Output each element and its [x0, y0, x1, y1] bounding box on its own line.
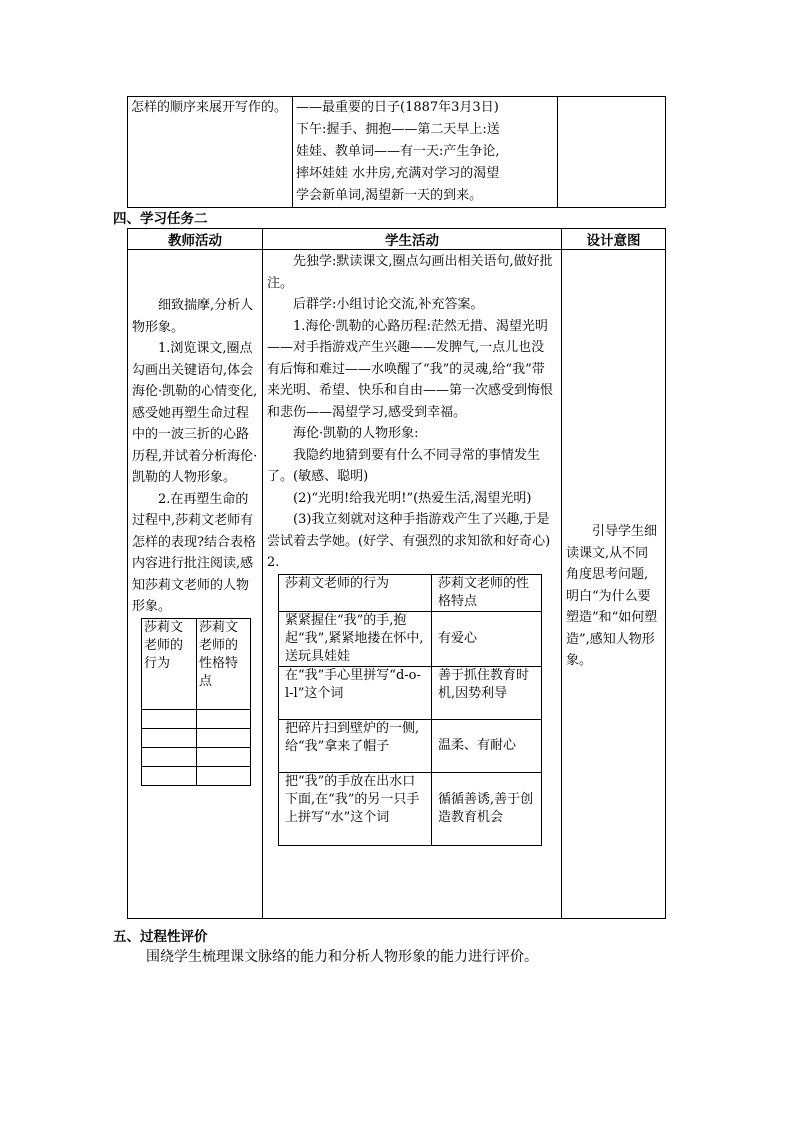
teacher-table-header: 莎莉文老师的性格特点: [197, 618, 251, 709]
blank-cell: [197, 747, 251, 766]
student-para: 先独学:默读课文,圈点勾画出相关语句,做好批注。: [267, 254, 553, 291]
blank-cell: [142, 766, 197, 785]
traits-header-behavior: 莎莉文老师的行为: [279, 574, 432, 611]
traits-row-character: 循循善诱,善于创造教育机会: [432, 772, 542, 845]
student-activity-cell: [263, 250, 562, 919]
design-intent-cell: [562, 250, 666, 919]
traits-row-character: 有爱心: [432, 611, 542, 666]
student-item-2: 2.: [267, 555, 280, 570]
student-para: (2)“光明!给我光明!”(热爱生活,渴望光明): [293, 490, 532, 506]
evaluation-text: 围绕学生梳理课文脉络的能力和分析人物形象的能力进行评价。: [146, 949, 538, 965]
top-table-col3: [558, 97, 666, 208]
traits-header-character: 莎莉文老师的性格特点: [432, 574, 542, 611]
blank-cell: [197, 728, 251, 747]
blank-cell: [197, 766, 251, 785]
blank-cell: [142, 747, 197, 766]
student-para: 1.海伦·凯勒的心路历程:茫然无措、渴望光明——对手指游戏产生兴趣——发脾气,一点儿也没有后悔和难过——水唤醒了“我”的灵魂,给“我”带来光明、希望、快乐和自由——第一次感受到悔恨和悲伤——渴望学习,感受到幸福。: [267, 318, 554, 420]
teacher-para: 1.浏览课文,圈点勾画出关键语句,体会海伦·凯勒的心情变化,感受她再塑生命过程中的一波三折的心路历程,并试着分析海伦·凯勒的人物形象。: [132, 341, 258, 485]
top-col2-line: 娃娃、教单词——有一天:产生争论,: [296, 144, 500, 159]
top-table: [127, 96, 666, 208]
student-para: (3)我立刻就对这种手指游戏产生了兴趣,于是尝试着去学她。(好学、有强烈的求知欲和好奇心): [267, 512, 551, 549]
top-table-col1: [128, 97, 293, 208]
traits-row-behavior: 紧紧握住“我”的手,抱起“我”,紧紧地搂在怀中,送玩具娃娃: [279, 611, 432, 666]
student-para: 我隐约地猜到要有什么不同寻常的事情发生了。(敏感、聪明): [267, 447, 541, 484]
top-col1-text: 怎样的顺序来展开写作的。: [131, 100, 288, 115]
student-para: 后群学:小组讨论交流,补充答案。: [293, 297, 484, 312]
teacher-blank-table: [141, 618, 251, 786]
section-5-title: 五、过程性评价: [113, 929, 208, 945]
teacher-para: 2.在再塑生命的过程中,莎莉文老师有怎样的表现?结合表格内容进行批注阅读,感知莎莉文老师的人物形象。: [132, 491, 256, 614]
traits-row-behavior: 把“我”的手放在出水口下面,在“我”的另一只手上拼写“水”这个词: [279, 772, 432, 845]
teacher-traits-table: [278, 574, 542, 846]
top-col2-line: ——最重要的日子(1887年3月3日): [296, 100, 499, 115]
blank-cell: [142, 709, 197, 728]
top-col2-line: 摔坏娃娃 水井房,充满对学习的渴望: [296, 166, 500, 181]
header-intent: 设计意图: [562, 229, 666, 250]
top-col2-line: 下午:握手、拥抱——第二天早上:送: [296, 122, 500, 137]
section-4-title: 四、学习任务二: [113, 211, 208, 227]
student-para: 海伦·凯勒的人物形象:: [293, 426, 419, 441]
design-intent-text: 引导学生细读课文,从不同角度思考问题,明白“为什么要塑造”和“如何塑造”,感知人物形象。: [566, 524, 658, 668]
teacher-table-header: 莎莉文老师的行为: [142, 618, 197, 709]
top-table-col2: [293, 97, 558, 208]
top-col2-line: 学会新单词,渴望新一天的到来。: [296, 188, 483, 203]
traits-row-behavior: 把碎片扫到壁炉的一侧,给“我”拿来了帽子: [279, 719, 432, 772]
teacher-para: 细致揣摩,分析人物形象。: [132, 298, 254, 335]
blank-cell: [197, 709, 251, 728]
header-student: 学生活动: [263, 229, 562, 250]
traits-row-character: 善于抓住教育时机,因势利导: [432, 666, 542, 719]
task2-table: [127, 228, 666, 919]
traits-row-behavior: 在“我”手心里拼写“d-o-l-l”这个词: [279, 666, 432, 719]
traits-row-character: 温柔、有耐心: [432, 719, 542, 772]
header-teacher: 教师活动: [128, 229, 263, 250]
blank-cell: [142, 728, 197, 747]
teacher-activity-cell: [128, 250, 263, 919]
